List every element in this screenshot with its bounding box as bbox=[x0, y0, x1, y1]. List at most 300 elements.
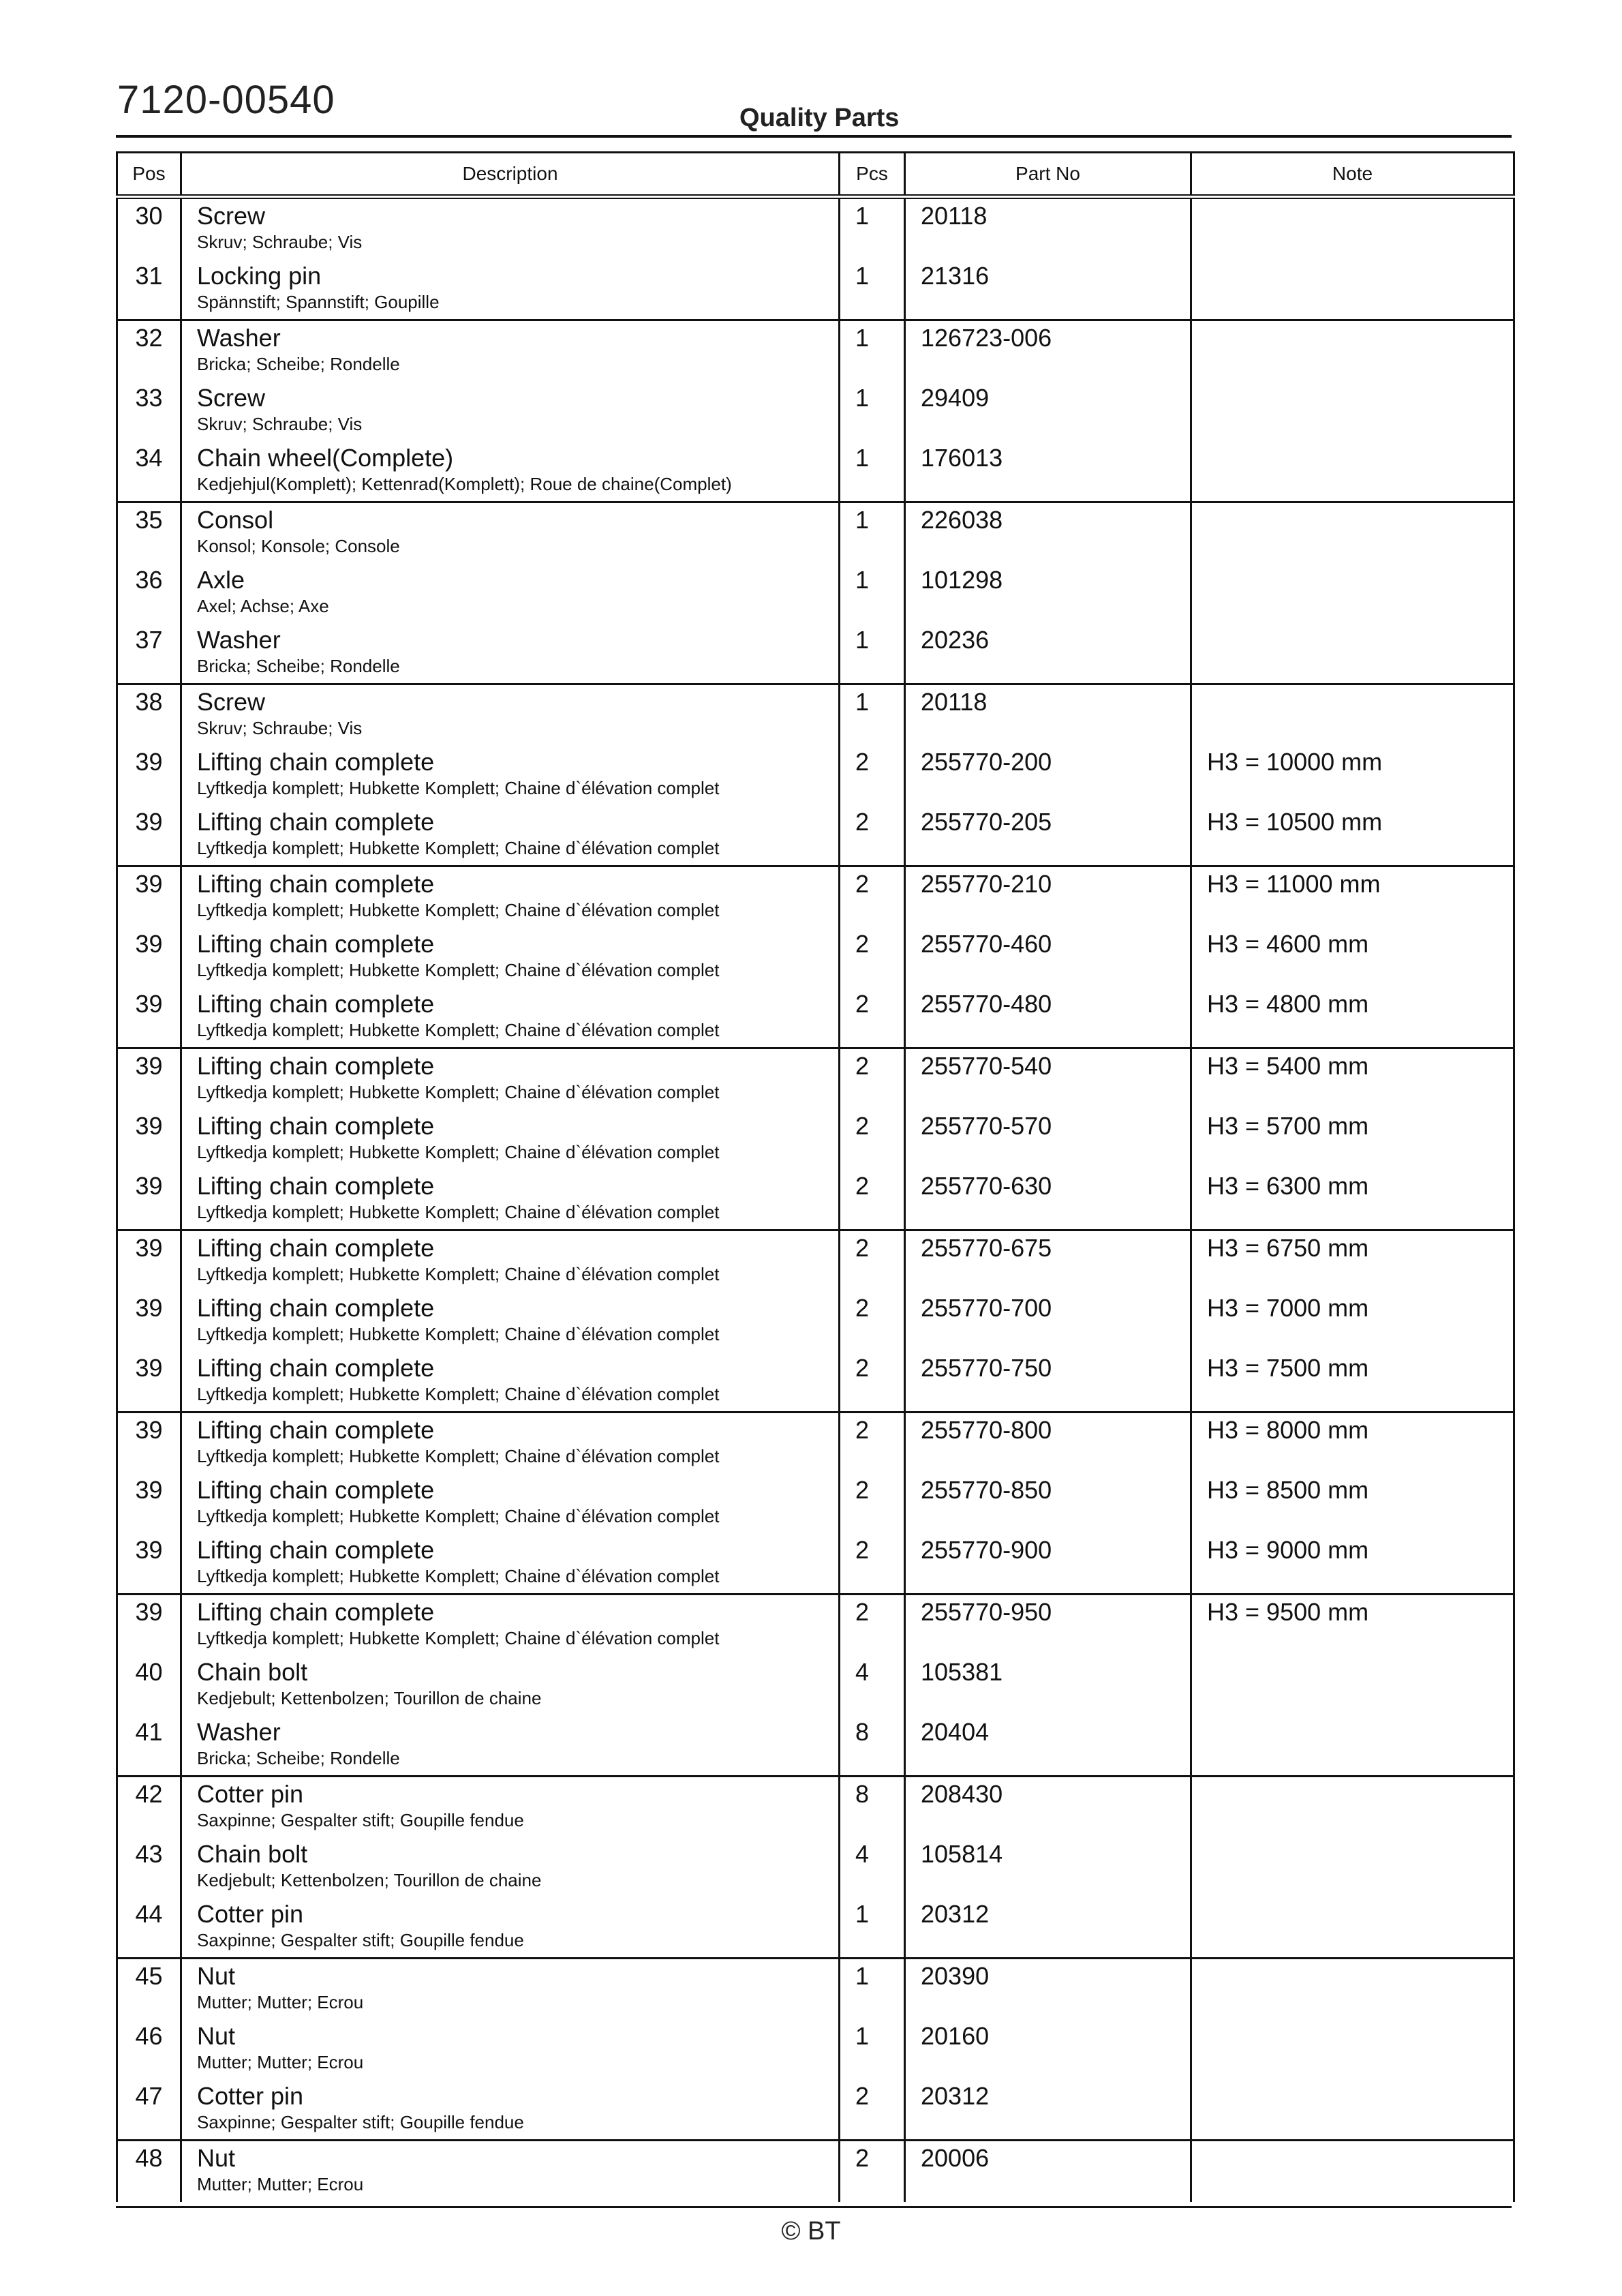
pcs-cell bbox=[840, 2141, 905, 2203]
part-no-cell bbox=[905, 1959, 1191, 2020]
part-name: Lifting chain complete bbox=[197, 870, 435, 898]
part-no-cell bbox=[905, 320, 1191, 382]
part-number: 226038 bbox=[921, 506, 1003, 534]
description-cell bbox=[181, 1595, 840, 1656]
pos-value: 45 bbox=[135, 1962, 163, 1990]
pos-cell bbox=[117, 1109, 181, 1169]
pcs-cell bbox=[840, 320, 905, 382]
table-row bbox=[117, 381, 1514, 441]
part-no-cell bbox=[905, 805, 1191, 866]
pcs-value: 1 bbox=[855, 202, 870, 230]
description-cell bbox=[181, 320, 840, 382]
note-value: H3 = 5700 mm bbox=[1207, 1112, 1369, 1140]
pos-cell bbox=[117, 1959, 181, 2020]
description-cell bbox=[181, 745, 840, 805]
part-number: 255770-200 bbox=[921, 748, 1052, 776]
part-number: 29409 bbox=[921, 384, 990, 412]
note-cell bbox=[1191, 805, 1514, 866]
column-header-note: Note bbox=[1191, 153, 1514, 197]
part-no-cell bbox=[905, 745, 1191, 805]
table-row bbox=[117, 1230, 1514, 1292]
part-no-cell bbox=[905, 1715, 1191, 1777]
note-value: H3 = 10000 mm bbox=[1207, 748, 1383, 776]
part-translations: Skruv; Schraube; Vis bbox=[197, 414, 363, 434]
note-value: H3 = 4800 mm bbox=[1207, 990, 1369, 1018]
part-translations: Lyftkedja komplett; Hubkette Komplett; Chaine d`élévation complet bbox=[197, 1264, 720, 1284]
note-cell bbox=[1191, 1048, 1514, 1110]
pos-value: 36 bbox=[135, 566, 163, 594]
part-number: 255770-750 bbox=[921, 1354, 1052, 1382]
pcs-value: 2 bbox=[855, 1598, 870, 1626]
pos-cell bbox=[117, 1230, 181, 1292]
description-cell bbox=[181, 2079, 840, 2141]
table-row bbox=[117, 1169, 1514, 1230]
pos-cell bbox=[117, 1655, 181, 1715]
part-name: Cotter pin bbox=[197, 2082, 304, 2110]
pcs-cell bbox=[840, 1413, 905, 1474]
pcs-value: 2 bbox=[855, 1416, 870, 1444]
part-no-cell bbox=[905, 502, 1191, 564]
pcs-cell bbox=[840, 1169, 905, 1230]
parts-table-body bbox=[117, 197, 1514, 2203]
table-row bbox=[117, 1715, 1514, 1777]
pos-cell bbox=[117, 2019, 181, 2079]
pos-value: 38 bbox=[135, 688, 163, 716]
part-no-cell bbox=[905, 1837, 1191, 1897]
part-name: Nut bbox=[197, 2144, 236, 2172]
part-number: 255770-850 bbox=[921, 1476, 1052, 1504]
pcs-value: 2 bbox=[855, 808, 870, 836]
part-translations: Lyftkedja komplett; Hubkette Komplett; Chaine d`élévation complet bbox=[197, 838, 720, 858]
pcs-cell bbox=[840, 441, 905, 502]
description-cell bbox=[181, 987, 840, 1048]
table-row bbox=[117, 2019, 1514, 2079]
part-translations: Lyftkedja komplett; Hubkette Komplett; Chaine d`élévation complet bbox=[197, 1142, 720, 1162]
pos-value: 31 bbox=[135, 262, 163, 290]
note-cell bbox=[1191, 1169, 1514, 1230]
pos-cell bbox=[117, 745, 181, 805]
pos-value: 40 bbox=[135, 1658, 163, 1686]
pos-value: 39 bbox=[135, 808, 163, 836]
table-row bbox=[117, 1897, 1514, 1959]
part-no-cell bbox=[905, 2079, 1191, 2141]
note-cell bbox=[1191, 623, 1514, 684]
part-no-cell bbox=[905, 1230, 1191, 1292]
description-cell bbox=[181, 381, 840, 441]
note-cell bbox=[1191, 1595, 1514, 1656]
pos-value: 39 bbox=[135, 1234, 163, 1262]
table-header-row bbox=[117, 153, 1514, 197]
part-translations: Lyftkedja komplett; Hubkette Komplett; Chaine d`élévation complet bbox=[197, 960, 720, 980]
part-number: 255770-800 bbox=[921, 1416, 1052, 1444]
note-value: H3 = 11000 mm bbox=[1207, 870, 1381, 898]
pos-value: 39 bbox=[135, 748, 163, 776]
part-name: Nut bbox=[197, 2022, 236, 2050]
description-cell bbox=[181, 1777, 840, 1838]
note-value: H3 = 8000 mm bbox=[1207, 1416, 1369, 1444]
pcs-value: 4 bbox=[855, 1658, 870, 1686]
pos-value: 43 bbox=[135, 1840, 163, 1868]
pcs-cell bbox=[840, 1533, 905, 1595]
pos-value: 39 bbox=[135, 1112, 163, 1140]
pos-value: 39 bbox=[135, 1416, 163, 1444]
document-number: 7120-00540 bbox=[117, 78, 335, 122]
note-cell bbox=[1191, 2079, 1514, 2141]
part-translations: Konsol; Konsole; Console bbox=[197, 536, 400, 556]
pcs-value: 2 bbox=[855, 2082, 870, 2110]
part-name: Washer bbox=[197, 626, 281, 654]
part-name: Lifting chain complete bbox=[197, 990, 435, 1018]
part-no-cell bbox=[905, 1291, 1191, 1351]
part-no-cell bbox=[905, 684, 1191, 746]
note-cell bbox=[1191, 987, 1514, 1048]
note-cell bbox=[1191, 320, 1514, 382]
pos-cell bbox=[117, 1595, 181, 1656]
part-translations: Saxpinne; Gespalter stift; Goupille fendue bbox=[197, 2112, 524, 2132]
pos-cell bbox=[117, 320, 181, 382]
pcs-value: 1 bbox=[855, 688, 870, 716]
pos-value: 46 bbox=[135, 2022, 163, 2050]
part-name: Lifting chain complete bbox=[197, 1294, 435, 1322]
pcs-value: 1 bbox=[855, 1900, 870, 1928]
note-cell bbox=[1191, 441, 1514, 502]
pcs-cell bbox=[840, 197, 905, 260]
part-number: 255770-570 bbox=[921, 1112, 1052, 1140]
description-cell bbox=[181, 1533, 840, 1595]
part-number: 20118 bbox=[921, 688, 988, 716]
description-cell bbox=[181, 502, 840, 564]
description-cell bbox=[181, 259, 840, 320]
description-cell bbox=[181, 1230, 840, 1292]
pos-cell bbox=[117, 684, 181, 746]
pcs-cell bbox=[840, 927, 905, 987]
note-cell bbox=[1191, 1230, 1514, 1292]
table-row bbox=[117, 502, 1514, 564]
pos-cell bbox=[117, 1897, 181, 1959]
part-number: 255770-540 bbox=[921, 1052, 1052, 1080]
part-translations: Saxpinne; Gespalter stift; Goupille fendue bbox=[197, 1810, 524, 1830]
part-name: Lifting chain complete bbox=[197, 1598, 435, 1626]
part-name: Chain bolt bbox=[197, 1840, 308, 1868]
part-name: Nut bbox=[197, 1962, 236, 1990]
pos-cell bbox=[117, 866, 181, 928]
pcs-value: 2 bbox=[855, 1476, 870, 1504]
table-row bbox=[117, 987, 1514, 1048]
pos-cell bbox=[117, 563, 181, 623]
pcs-cell bbox=[840, 381, 905, 441]
description-cell bbox=[181, 1413, 840, 1474]
pos-cell bbox=[117, 1413, 181, 1474]
part-number: 20118 bbox=[921, 202, 988, 230]
part-translations: Kedjebult; Kettenbolzen; Tourillon de chaine bbox=[197, 1688, 542, 1708]
column-header-part-no: Part No bbox=[905, 153, 1191, 197]
pcs-cell bbox=[840, 1837, 905, 1897]
note-cell bbox=[1191, 563, 1514, 623]
pos-value: 41 bbox=[135, 1718, 163, 1746]
part-translations: Mutter; Mutter; Ecrou bbox=[197, 2174, 364, 2194]
note-cell bbox=[1191, 1351, 1514, 1413]
part-translations: Lyftkedja komplett; Hubkette Komplett; Chaine d`élévation complet bbox=[197, 1202, 720, 1222]
pcs-cell bbox=[840, 866, 905, 928]
part-no-cell bbox=[905, 1048, 1191, 1110]
part-name: Screw bbox=[197, 384, 266, 412]
part-translations: Lyftkedja komplett; Hubkette Komplett; Chaine d`élévation complet bbox=[197, 1566, 720, 1586]
note-value: H3 = 6750 mm bbox=[1207, 1234, 1369, 1262]
pos-value: 39 bbox=[135, 870, 163, 898]
part-translations: Saxpinne; Gespalter stift; Goupille fendue bbox=[197, 1930, 524, 1950]
description-cell bbox=[181, 805, 840, 866]
pcs-value: 2 bbox=[855, 748, 870, 776]
part-no-cell bbox=[905, 1109, 1191, 1169]
part-no-cell bbox=[905, 1533, 1191, 1595]
part-no-cell bbox=[905, 381, 1191, 441]
note-cell bbox=[1191, 2141, 1514, 2203]
pcs-cell bbox=[840, 502, 905, 564]
table-row bbox=[117, 1109, 1514, 1169]
part-translations: Bricka; Scheibe; Rondelle bbox=[197, 656, 400, 676]
pos-cell bbox=[117, 502, 181, 564]
table-row bbox=[117, 2141, 1514, 2203]
description-cell bbox=[181, 1655, 840, 1715]
part-number: 255770-210 bbox=[921, 870, 1052, 898]
part-no-cell bbox=[905, 1777, 1191, 1838]
note-cell bbox=[1191, 1959, 1514, 2020]
part-name: Lifting chain complete bbox=[197, 1172, 435, 1200]
pcs-cell bbox=[840, 1595, 905, 1656]
note-cell bbox=[1191, 1533, 1514, 1595]
pcs-cell bbox=[840, 1473, 905, 1533]
part-name: Cotter pin bbox=[197, 1780, 304, 1808]
pcs-value: 1 bbox=[855, 2022, 870, 2050]
part-number: 255770-480 bbox=[921, 990, 1052, 1018]
description-cell bbox=[181, 2141, 840, 2203]
pcs-cell bbox=[840, 1230, 905, 1292]
pcs-value: 2 bbox=[855, 1536, 870, 1564]
pos-value: 47 bbox=[135, 2082, 163, 2110]
part-no-cell bbox=[905, 623, 1191, 684]
note-cell bbox=[1191, 1473, 1514, 1533]
part-no-cell bbox=[905, 1897, 1191, 1959]
note-value: H3 = 8500 mm bbox=[1207, 1476, 1369, 1504]
pcs-value: 2 bbox=[855, 1234, 870, 1262]
note-value: H3 = 7000 mm bbox=[1207, 1294, 1369, 1322]
part-name: Lifting chain complete bbox=[197, 748, 435, 776]
part-translations: Lyftkedja komplett; Hubkette Komplett; Chaine d`élévation complet bbox=[197, 1020, 720, 1040]
pcs-cell bbox=[840, 987, 905, 1048]
part-name: Lifting chain complete bbox=[197, 1476, 435, 1504]
pcs-value: 1 bbox=[855, 626, 870, 654]
note-cell bbox=[1191, 381, 1514, 441]
pos-cell bbox=[117, 441, 181, 502]
table-row bbox=[117, 866, 1514, 928]
part-number: 20390 bbox=[921, 1962, 990, 1990]
table-row bbox=[117, 1777, 1514, 1838]
part-no-cell bbox=[905, 1595, 1191, 1656]
table-row bbox=[117, 1655, 1514, 1715]
pcs-value: 1 bbox=[855, 506, 870, 534]
pcs-value: 2 bbox=[855, 870, 870, 898]
pcs-value: 2 bbox=[855, 1112, 870, 1140]
part-name: Locking pin bbox=[197, 262, 322, 290]
description-cell bbox=[181, 623, 840, 684]
description-cell bbox=[181, 1897, 840, 1959]
pos-cell bbox=[117, 1351, 181, 1413]
pos-cell bbox=[117, 1473, 181, 1533]
note-value: H3 = 5400 mm bbox=[1207, 1052, 1369, 1080]
part-no-cell bbox=[905, 987, 1191, 1048]
part-number: 208430 bbox=[921, 1780, 1003, 1808]
description-cell bbox=[181, 1473, 840, 1533]
part-translations: Lyftkedja komplett; Hubkette Komplett; Chaine d`élévation complet bbox=[197, 1082, 720, 1102]
pcs-cell bbox=[840, 2019, 905, 2079]
part-translations: Skruv; Schraube; Vis bbox=[197, 718, 363, 738]
pcs-cell bbox=[840, 745, 905, 805]
pos-value: 37 bbox=[135, 626, 163, 654]
table-row bbox=[117, 1048, 1514, 1110]
table-row bbox=[117, 623, 1514, 684]
pcs-value: 1 bbox=[855, 1962, 870, 1990]
pcs-value: 2 bbox=[855, 2144, 870, 2172]
pos-cell bbox=[117, 2079, 181, 2141]
part-translations: Lyftkedja komplett; Hubkette Komplett; Chaine d`élévation complet bbox=[197, 1446, 720, 1466]
part-no-cell bbox=[905, 1473, 1191, 1533]
pos-cell bbox=[117, 1715, 181, 1777]
table-row bbox=[117, 1837, 1514, 1897]
parts-table bbox=[116, 151, 1515, 2202]
column-header-pcs: Pcs bbox=[840, 153, 905, 197]
pos-value: 39 bbox=[135, 1536, 163, 1564]
pcs-cell bbox=[840, 1109, 905, 1169]
pcs-cell bbox=[840, 259, 905, 320]
pos-value: 35 bbox=[135, 506, 163, 534]
note-value: H3 = 9000 mm bbox=[1207, 1536, 1369, 1564]
part-translations: Lyftkedja komplett; Hubkette Komplett; Chaine d`élévation complet bbox=[197, 1384, 720, 1404]
part-number: 255770-950 bbox=[921, 1598, 1052, 1626]
pos-cell bbox=[117, 927, 181, 987]
part-number: 255770-630 bbox=[921, 1172, 1052, 1200]
part-number: 255770-700 bbox=[921, 1294, 1052, 1322]
note-cell bbox=[1191, 1715, 1514, 1777]
note-cell bbox=[1191, 1777, 1514, 1838]
part-no-cell bbox=[905, 1413, 1191, 1474]
description-cell bbox=[181, 1351, 840, 1413]
description-cell bbox=[181, 1109, 840, 1169]
part-name: Axle bbox=[197, 566, 245, 594]
part-no-cell bbox=[905, 197, 1191, 260]
pcs-cell bbox=[840, 1777, 905, 1838]
part-translations: Axel; Achse; Axe bbox=[197, 596, 329, 616]
pos-value: 33 bbox=[135, 384, 163, 412]
part-number: 255770-205 bbox=[921, 808, 1052, 836]
pcs-value: 2 bbox=[855, 930, 870, 958]
pcs-value: 2 bbox=[855, 990, 870, 1018]
pos-value: 34 bbox=[135, 444, 163, 472]
part-number: 255770-460 bbox=[921, 930, 1052, 958]
description-cell bbox=[181, 1048, 840, 1110]
note-value: H3 = 10500 mm bbox=[1207, 808, 1383, 836]
note-cell bbox=[1191, 745, 1514, 805]
pos-cell bbox=[117, 1169, 181, 1230]
description-cell bbox=[181, 927, 840, 987]
part-translations: Lyftkedja komplett; Hubkette Komplett; Chaine d`élévation complet bbox=[197, 1506, 720, 1526]
part-name: Consol bbox=[197, 506, 274, 534]
part-name: Lifting chain complete bbox=[197, 1354, 435, 1382]
description-cell bbox=[181, 1959, 840, 2020]
pos-cell bbox=[117, 987, 181, 1048]
pcs-value: 8 bbox=[855, 1780, 870, 1808]
pcs-cell bbox=[840, 1291, 905, 1351]
pos-value: 39 bbox=[135, 930, 163, 958]
pos-value: 39 bbox=[135, 1052, 163, 1080]
part-number: 101298 bbox=[921, 566, 1003, 594]
part-number: 105381 bbox=[921, 1658, 1003, 1686]
part-no-cell bbox=[905, 1169, 1191, 1230]
table-row bbox=[117, 1291, 1514, 1351]
table-row bbox=[117, 684, 1514, 746]
pos-value: 30 bbox=[135, 202, 163, 230]
pos-value: 39 bbox=[135, 1294, 163, 1322]
note-cell bbox=[1191, 1837, 1514, 1897]
note-cell bbox=[1191, 1291, 1514, 1351]
part-no-cell bbox=[905, 259, 1191, 320]
part-no-cell bbox=[905, 1351, 1191, 1413]
column-header-pos: Pos bbox=[117, 153, 181, 197]
pcs-value: 8 bbox=[855, 1718, 870, 1746]
description-cell bbox=[181, 1291, 840, 1351]
part-number: 255770-675 bbox=[921, 1234, 1052, 1262]
note-cell bbox=[1191, 197, 1514, 260]
note-cell bbox=[1191, 684, 1514, 746]
description-cell bbox=[181, 441, 840, 502]
pcs-cell bbox=[840, 2079, 905, 2141]
pos-value: 44 bbox=[135, 1900, 163, 1928]
part-number: 20312 bbox=[921, 2082, 990, 2110]
part-number: 20312 bbox=[921, 1900, 990, 1928]
description-cell bbox=[181, 1837, 840, 1897]
pos-value: 39 bbox=[135, 1476, 163, 1504]
pos-cell bbox=[117, 197, 181, 260]
part-translations: Mutter; Mutter; Ecrou bbox=[197, 1992, 364, 2012]
description-cell bbox=[181, 1715, 840, 1777]
pos-value: 42 bbox=[135, 1780, 163, 1808]
table-row bbox=[117, 1413, 1514, 1474]
pos-cell bbox=[117, 1533, 181, 1595]
part-name: Cotter pin bbox=[197, 1900, 304, 1928]
part-number: 20160 bbox=[921, 2022, 990, 2050]
table-row bbox=[117, 1959, 1514, 2020]
part-name: Lifting chain complete bbox=[197, 1112, 435, 1140]
pos-cell bbox=[117, 1048, 181, 1110]
description-cell bbox=[181, 684, 840, 746]
description-cell bbox=[181, 866, 840, 928]
pos-cell bbox=[117, 259, 181, 320]
pcs-value: 1 bbox=[855, 324, 870, 352]
pcs-cell bbox=[840, 684, 905, 746]
pos-value: 48 bbox=[135, 2144, 163, 2172]
part-no-cell bbox=[905, 2141, 1191, 2203]
pos-value: 39 bbox=[135, 1172, 163, 1200]
pcs-cell bbox=[840, 805, 905, 866]
table-row bbox=[117, 805, 1514, 866]
pcs-value: 1 bbox=[855, 566, 870, 594]
note-cell bbox=[1191, 1897, 1514, 1959]
part-name: Lifting chain complete bbox=[197, 1416, 435, 1444]
pcs-cell bbox=[840, 1959, 905, 2020]
pcs-cell bbox=[840, 1048, 905, 1110]
pcs-cell bbox=[840, 1655, 905, 1715]
part-number: 20404 bbox=[921, 1718, 990, 1746]
pos-cell bbox=[117, 2141, 181, 2203]
